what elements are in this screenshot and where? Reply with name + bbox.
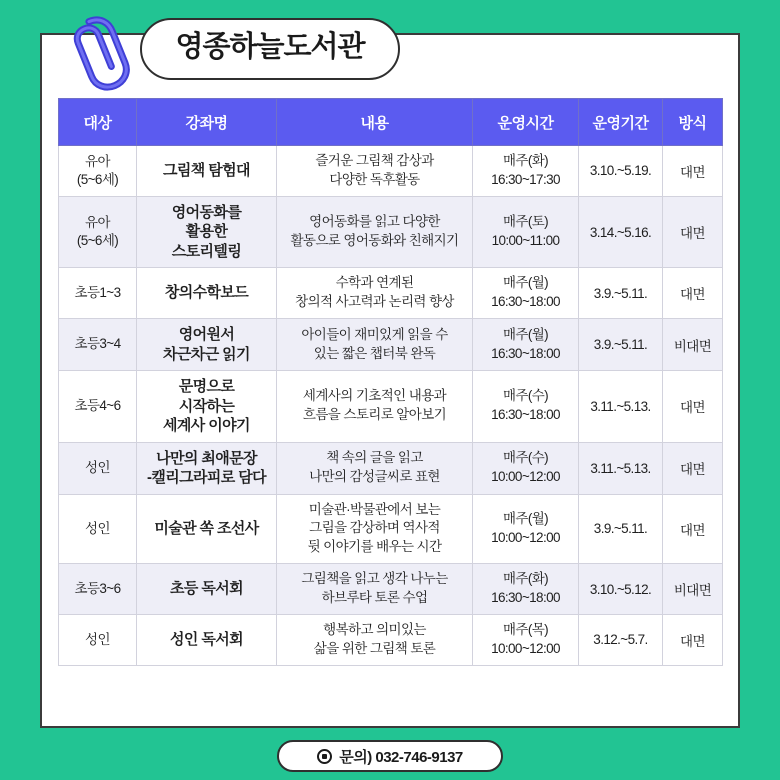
- table-row: [59, 319, 723, 371]
- paperclip-icon: [62, 15, 132, 95]
- cell-course: 나만의 최애문장 -캘리그라피로 담다: [137, 442, 277, 494]
- table-body: [59, 146, 723, 666]
- cell-course: 창의수학보드: [137, 268, 277, 319]
- col-header-content: 내용: [277, 99, 473, 146]
- cell-period: 3.14.~5.16.: [579, 196, 663, 268]
- cell-method: 비대면: [663, 319, 723, 371]
- cell-time: 매주(화) 16:30~18:00: [473, 564, 579, 615]
- cell-period: 3.11.~5.13.: [579, 442, 663, 494]
- cell-time: 매주(수) 10:00~12:00: [473, 442, 579, 494]
- cell-period: 3.10.~5.12.: [579, 564, 663, 615]
- cell-method: 대면: [663, 371, 723, 443]
- cell-target: 성인: [59, 442, 137, 494]
- cell-method: 대면: [663, 146, 723, 197]
- cell-method: 비대면: [663, 564, 723, 615]
- cell-course: 그림책 탐험대: [137, 146, 277, 197]
- cell-target: 성인: [59, 615, 137, 666]
- cell-target: 성인: [59, 494, 137, 564]
- cell-target: 초등1~3: [59, 268, 137, 319]
- cell-time: 매주(월) 10:00~12:00: [473, 494, 579, 564]
- col-header-time: 운영시간: [473, 99, 579, 146]
- phone-icon: [317, 749, 332, 764]
- cell-method: 대면: [663, 494, 723, 564]
- table-row: [59, 371, 723, 443]
- contact-text: 문의) 032-746-9137: [339, 748, 463, 766]
- col-header-period: 운영기간: [579, 99, 663, 146]
- cell-time: 매주(월) 16:30~18:00: [473, 319, 579, 371]
- cell-course: 영어원서 차근차근 읽기: [137, 319, 277, 371]
- cell-target: 초등3~6: [59, 564, 137, 615]
- table-row: [59, 146, 723, 197]
- cell-time: 매주(수) 16:30~18:00: [473, 371, 579, 443]
- cell-period: 3.9.~5.11.: [579, 268, 663, 319]
- table-row: [59, 494, 723, 564]
- cell-method: 대면: [663, 196, 723, 268]
- cell-target: 유아 (5~6세): [59, 146, 137, 197]
- col-header-target: 대상: [59, 99, 137, 146]
- col-header-method: 방식: [663, 99, 723, 146]
- cell-content: 즐거운 그림책 감상과 다양한 독후활동: [277, 146, 473, 197]
- table-row: [59, 615, 723, 666]
- cell-period: 3.9.~5.11.: [579, 319, 663, 371]
- cell-method: 대면: [663, 615, 723, 666]
- cell-time: 매주(토) 10:00~11:00: [473, 196, 579, 268]
- cell-course: 영어동화를 활용한 스토리텔링: [137, 196, 277, 268]
- cell-content: 행복하고 의미있는 삶을 위한 그림책 토론: [277, 615, 473, 666]
- cell-course: 문명으로 시작하는 세계사 이야기: [137, 371, 277, 443]
- table-row: [59, 442, 723, 494]
- cell-period: 3.10.~5.19.: [579, 146, 663, 197]
- schedule-table: [58, 98, 723, 666]
- cell-content: 미술관·박물관에서 보는 그림을 감상하며 역사적 뒷 이야기를 배우는 시간: [277, 494, 473, 564]
- cell-content: 영어동화를 읽고 다양한 활동으로 영어동화와 친해지기: [277, 196, 473, 268]
- cell-period: 3.11.~5.13.: [579, 371, 663, 443]
- cell-period: 3.12.~5.7.: [579, 615, 663, 666]
- cell-content: 수학과 연계된 창의적 사고력과 논리력 향상: [277, 268, 473, 319]
- cell-content: 세계사의 기초적인 내용과 흐름을 스토리로 알아보기: [277, 371, 473, 443]
- cell-time: 매주(화) 16:30~17:30: [473, 146, 579, 197]
- contact-badge: [277, 740, 503, 772]
- cell-method: 대면: [663, 442, 723, 494]
- table-row: [59, 196, 723, 268]
- cell-course: 미술관 쏙 조선사: [137, 494, 277, 564]
- table-row: [59, 564, 723, 615]
- table-row: [59, 268, 723, 319]
- cell-time: 매주(월) 16:30~18:00: [473, 268, 579, 319]
- cell-period: 3.9.~5.11.: [579, 494, 663, 564]
- cell-time: 매주(목) 10:00~12:00: [473, 615, 579, 666]
- cell-content: 책 속의 글을 읽고 나만의 감성글씨로 표현: [277, 442, 473, 494]
- page-title: [140, 18, 400, 80]
- cell-target: 유아 (5~6세): [59, 196, 137, 268]
- page-title-text: 영종하늘도서관: [175, 31, 365, 63]
- cell-content: 아이들이 재미있게 읽을 수 있는 짧은 챕터북 완독: [277, 319, 473, 371]
- col-header-course: 강좌명: [137, 99, 277, 146]
- table-header-row: [59, 99, 723, 146]
- cell-course: 성인 독서회: [137, 615, 277, 666]
- cell-content: 그림책을 읽고 생각 나누는 하브루타 토론 수업: [277, 564, 473, 615]
- cell-target: 초등4~6: [59, 371, 137, 443]
- cell-method: 대면: [663, 268, 723, 319]
- cell-target: 초등3~4: [59, 319, 137, 371]
- cell-course: 초등 독서회: [137, 564, 277, 615]
